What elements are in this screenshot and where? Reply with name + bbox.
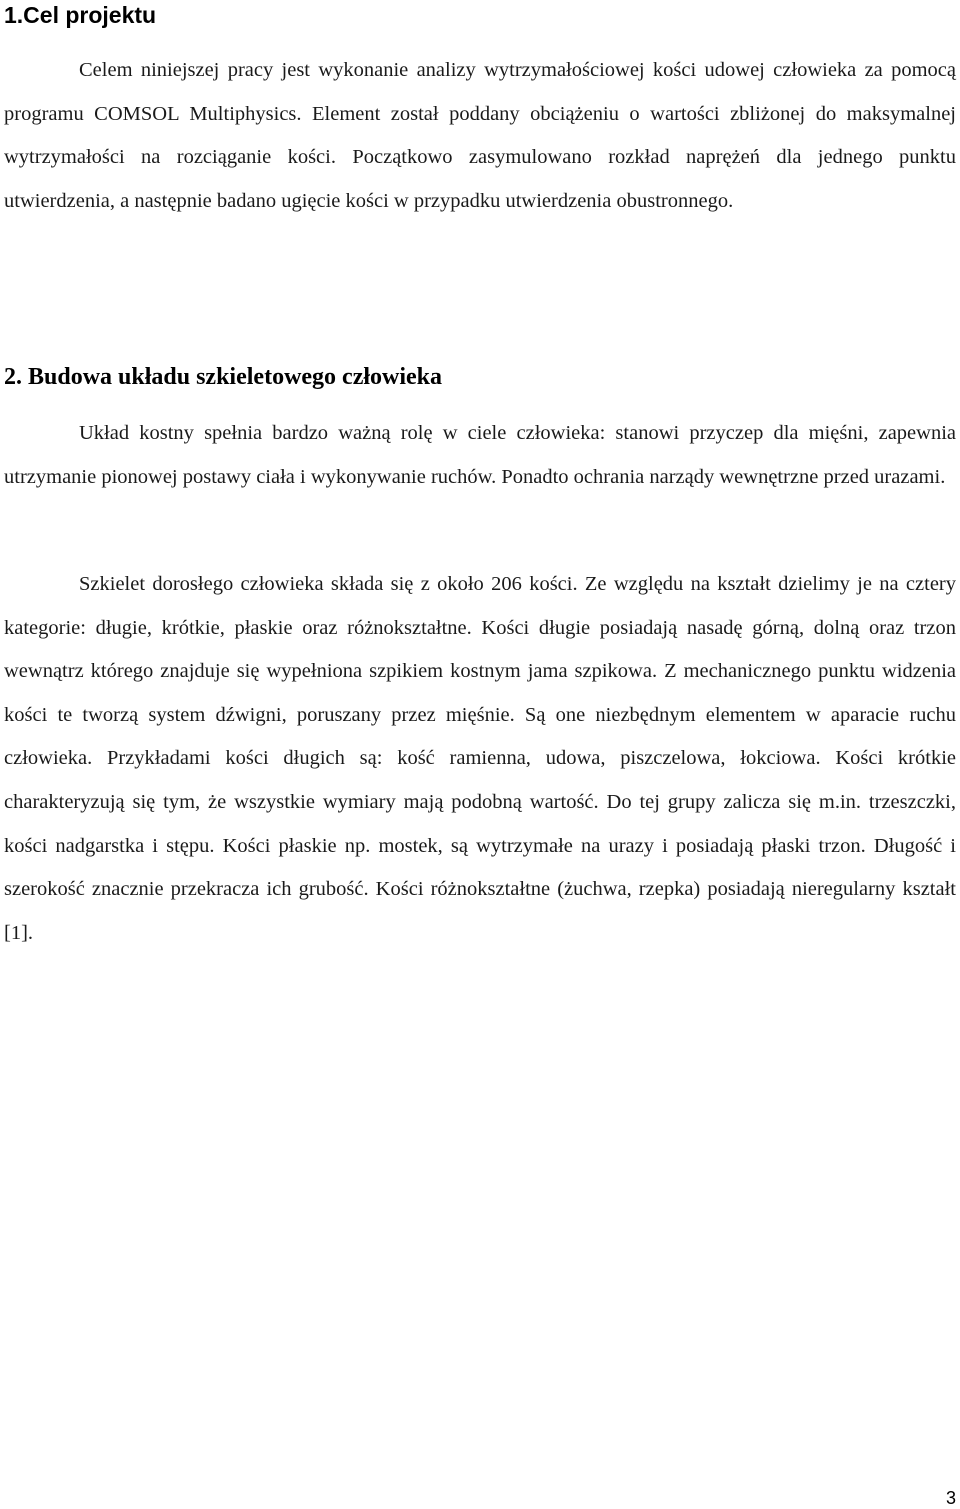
section-2-title: 2. Budowa układu szkieletowego człowieka — [4, 364, 443, 390]
section-2-paragraph-2: Szkielet dorosłego człowieka składa się z około 206 kości. Ze względu na kształt dzielimy je na cztery kategorie: długie, krótkie, płaskie oraz różnokształtne. Kości długie posiadają nasadę górną, dolną oraz trzon wewnątrz którego znajduje się wypełniona szpikiem kostnym jama szpikowa. Z mechanicznego punktu widzenia kości te tworzą system dźwigni, poruszany przez mięśnie. Są one niezbędnym elementem w aparacie ruchu człowieka. Przykładami kości długich są: kość ramienna, udowa, piszczelowa, łokciowa. Kości krótkie charakteryzują się tym, że wszystkie wymiary mają podobną wartość. Do tej grupy zalicza się m.in. trzeszczki, kości nadgarstka i stępu. Kości płaskie np. mostek, są wytrzymałe na urazy i posiadają płaski trzon. Długość i szerokość znacznie przekracza ich grubość. Kości różnokształtne (żuchwa, rzepka) posiadają nieregularny kształt [1]. — [4, 573, 956, 944]
page-number: 3 — [945, 1488, 956, 1508]
section-1-title: 1.Cel projektu — [4, 2, 157, 28]
section-2-paragraph-1: Układ kostny spełnia bardzo ważną rolę w ciele człowieka: stanowi przyczep dla mięśni, zapewnia utrzymanie pionowej postawy ciała i wykonywanie ruchów. Ponadto ochrania narządy wewnętrzne przed urazami. — [4, 422, 956, 488]
section-1-paragraph: Celem niniejszej pracy jest wykonanie analizy wytrzymałościowej kości udowej człowieka za pomocą programu COMSOL Multiphysics. Element został poddany obciążeniu o wartości zbliżonej do maksymalnej wytrzymałości na rozciąganie kości. Początkowo zasymulowano rozkład naprężeń dla jednego punktu utwierdzenia, a następnie badano ugięcie kości w przypadku utwierdzenia obustronnego. — [4, 59, 956, 212]
